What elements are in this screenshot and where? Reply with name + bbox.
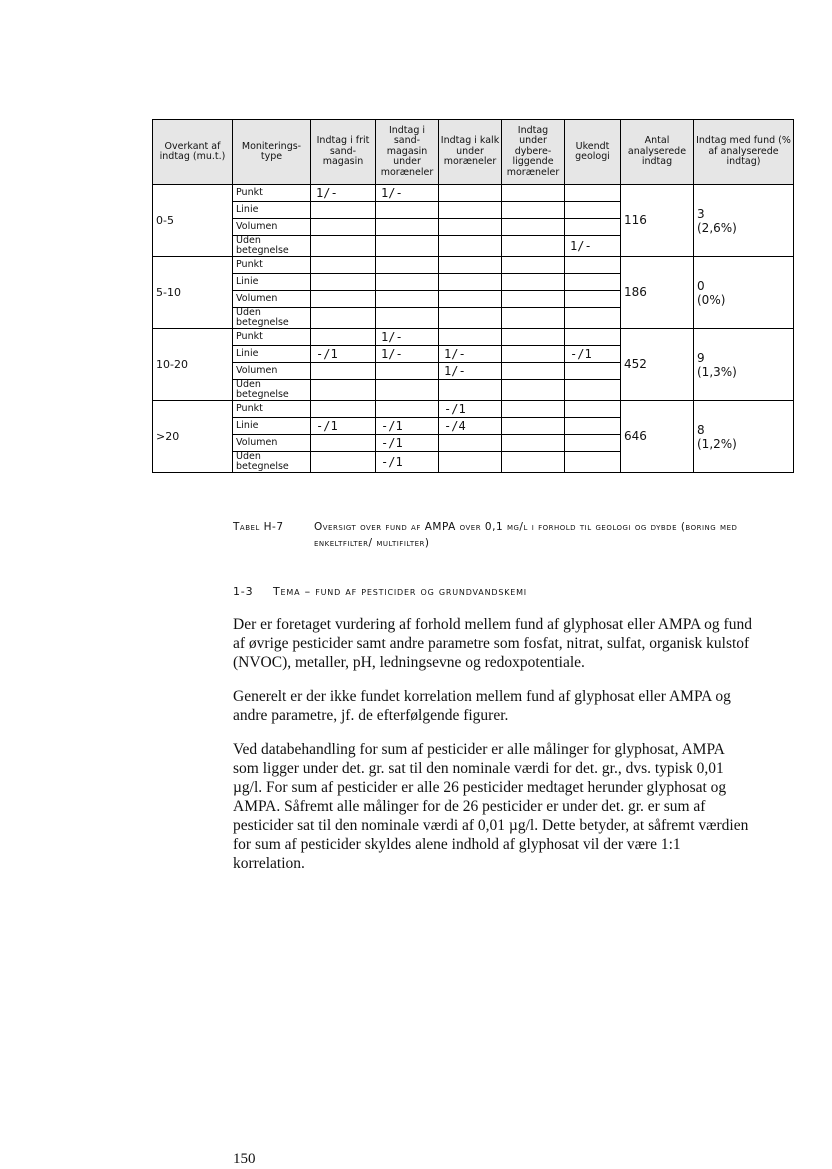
finding-cell: -/1 xyxy=(376,435,439,452)
header-monitoring-type: Moniterings-type xyxy=(233,120,311,185)
ampa-geology-table xyxy=(152,119,794,473)
finding-cell xyxy=(565,435,621,452)
finding-cell xyxy=(439,236,502,257)
finding-cell xyxy=(565,219,621,236)
finding-cell xyxy=(311,452,376,473)
finding-cell xyxy=(502,291,565,308)
finding-cell: -/1 xyxy=(565,346,621,363)
finding-cell xyxy=(565,418,621,435)
found-percent-value: (1,3%) xyxy=(697,364,737,379)
finding-cell xyxy=(502,363,565,380)
monitoring-type-cell: Uden betegnelse xyxy=(233,236,311,257)
caption-text: Oversigt over fund af AMPA over 0,1 µg/l i forhold til geologi og dybde (boring med enkeltfilter/ multifilter) xyxy=(314,521,738,549)
monitoring-type-cell: Punkt xyxy=(233,185,311,202)
finding-cell: -/1 xyxy=(311,346,376,363)
finding-cell xyxy=(439,274,502,291)
finding-cell xyxy=(311,308,376,329)
analysed-count-cell: 186 xyxy=(621,257,694,329)
finding-cell: 1/- xyxy=(311,185,376,202)
monitoring-type-cell: Punkt xyxy=(233,401,311,418)
table-row xyxy=(153,185,794,202)
finding-cell xyxy=(376,401,439,418)
finding-cell: 1/- xyxy=(439,363,502,380)
paragraph: Der er foretaget vurdering af forhold mellem fund af glyphosat eller AMPA og fund af øvrige pesticider samt andre parametre som fosfat, nitrat, sulfat, organisk kulstof (NVOC), metaller, pH, ledningsevne og redoxpotentiale. xyxy=(233,616,752,671)
table-row xyxy=(153,257,794,274)
found-count-value: 9 xyxy=(697,350,705,365)
finding-cell: -/1 xyxy=(311,418,376,435)
finding-cell xyxy=(439,329,502,346)
section-number: 1-3 xyxy=(233,585,254,598)
finding-cell xyxy=(439,435,502,452)
finding-cell xyxy=(311,257,376,274)
finding-cell xyxy=(502,380,565,401)
finding-cell: -/4 xyxy=(439,418,502,435)
analysed-count-cell: 116 xyxy=(621,185,694,257)
finding-cell xyxy=(565,257,621,274)
monitoring-type-cell: Volumen xyxy=(233,219,311,236)
found-count-cell xyxy=(694,185,794,257)
finding-cell xyxy=(565,274,621,291)
found-count-value: 8 xyxy=(697,422,705,437)
found-percent-value: (2,6%) xyxy=(697,220,737,235)
header-depth: Overkant af indtag (mu.t.) xyxy=(153,120,233,185)
monitoring-type-cell: Volumen xyxy=(233,291,311,308)
section-heading xyxy=(233,585,527,598)
finding-cell: 1/- xyxy=(376,346,439,363)
depth-cell: >20 xyxy=(153,401,233,473)
finding-cell xyxy=(439,452,502,473)
finding-cell xyxy=(376,257,439,274)
finding-cell: -/1 xyxy=(439,401,502,418)
finding-cell xyxy=(311,329,376,346)
finding-cell xyxy=(565,291,621,308)
finding-cell xyxy=(439,185,502,202)
finding-cell xyxy=(565,329,621,346)
finding-cell xyxy=(502,401,565,418)
finding-cell: -/1 xyxy=(376,418,439,435)
monitoring-type-cell: Linie xyxy=(233,346,311,363)
monitoring-type-cell: Punkt xyxy=(233,329,311,346)
finding-cell xyxy=(311,435,376,452)
finding-cell xyxy=(565,380,621,401)
finding-cell xyxy=(376,202,439,219)
monitoring-type-cell: Linie xyxy=(233,274,311,291)
monitoring-type-cell: Uden betegnelse xyxy=(233,308,311,329)
finding-cell: 1/- xyxy=(439,346,502,363)
finding-cell xyxy=(439,380,502,401)
finding-cell xyxy=(376,274,439,291)
finding-cell xyxy=(502,452,565,473)
header-deep-clay: Indtag under dybere-liggende moræneler xyxy=(502,120,565,185)
finding-cell xyxy=(502,418,565,435)
depth-cell: 5-10 xyxy=(153,257,233,329)
finding-cell xyxy=(502,219,565,236)
finding-cell xyxy=(376,219,439,236)
analysed-count-cell: 646 xyxy=(621,401,694,473)
finding-cell xyxy=(311,274,376,291)
finding-cell: 1/- xyxy=(376,185,439,202)
finding-cell xyxy=(311,401,376,418)
monitoring-type-cell: Volumen xyxy=(233,363,311,380)
finding-cell xyxy=(439,291,502,308)
finding-cell xyxy=(502,308,565,329)
paragraph: Ved databehandling for sum af pesticider er alle målinger for glyphosat, AMPA som ligger under det. gr. sat til den nominale værdi for det. gr., dvs. typisk 0,01 µg/l. For sum af pesticider er alle 26 pesticider medtaget herunder glyphosat og AMPA. Såfremt alle målinger for de 26 pesticider er under det. gr. er sum af pesticider sat til den nominale værdi af 0,01 µg/l. Dette betyder, at såfremt værdien for sum af pesticider skyldes alene indhold af glyphosat vil der være 1:1 korrelation. xyxy=(233,741,749,872)
found-count-cell xyxy=(694,401,794,473)
finding-cell xyxy=(376,363,439,380)
header-found-count: Indtag med fund (% af analyserede indtag) xyxy=(694,120,794,185)
finding-cell xyxy=(439,202,502,219)
finding-cell: 1/- xyxy=(376,329,439,346)
finding-cell: 1/- xyxy=(565,236,621,257)
finding-cell xyxy=(376,291,439,308)
monitoring-type-cell: Uden betegnelse xyxy=(233,452,311,473)
finding-cell xyxy=(311,219,376,236)
finding-cell xyxy=(311,291,376,308)
monitoring-type-cell: Uden betegnelse xyxy=(233,380,311,401)
found-count-cell xyxy=(694,329,794,401)
paragraph: Generelt er der ikke fundet korrelation mellem fund af glyphosat eller AMPA og andre parametre, jf. de efterfølgende figurer. xyxy=(233,688,731,724)
finding-cell xyxy=(565,185,621,202)
finding-cell xyxy=(565,452,621,473)
finding-cell xyxy=(311,363,376,380)
finding-cell xyxy=(376,236,439,257)
finding-cell xyxy=(311,380,376,401)
header-unknown-geology: Ukendt geologi xyxy=(565,120,621,185)
finding-cell xyxy=(502,346,565,363)
finding-cell xyxy=(311,202,376,219)
header-analysed-count: Antal analyserede indtag xyxy=(621,120,694,185)
finding-cell xyxy=(502,202,565,219)
analysed-count-cell: 452 xyxy=(621,329,694,401)
finding-cell xyxy=(502,435,565,452)
monitoring-type-cell: Punkt xyxy=(233,257,311,274)
finding-cell xyxy=(439,257,502,274)
table-header-row xyxy=(153,120,794,185)
found-count-value: 0 xyxy=(697,278,705,293)
finding-cell xyxy=(565,202,621,219)
finding-cell xyxy=(311,236,376,257)
finding-cell: -/1 xyxy=(376,452,439,473)
found-percent-value: (1,2%) xyxy=(697,436,737,451)
header-chalk-under-clay: Indtag i kalk under moræneler xyxy=(439,120,502,185)
finding-cell xyxy=(376,308,439,329)
found-count-cell xyxy=(694,257,794,329)
header-free-sand: Indtag i frit sand-magasin xyxy=(311,120,376,185)
table-row xyxy=(153,401,794,418)
finding-cell xyxy=(502,329,565,346)
section-title: Tema – fund af pesticider og grundvandskemi xyxy=(273,585,527,598)
depth-cell: 0-5 xyxy=(153,185,233,257)
depth-cell: 10-20 xyxy=(153,329,233,401)
caption-label: Tabel H-7 xyxy=(233,521,284,533)
header-sand-under-clay: Indtag i sand-magasin under moræneler xyxy=(376,120,439,185)
monitoring-type-cell: Volumen xyxy=(233,435,311,452)
found-count-value: 3 xyxy=(697,206,705,221)
monitoring-type-cell: Linie xyxy=(233,202,311,219)
found-percent-value: (0%) xyxy=(697,292,726,307)
finding-cell xyxy=(565,308,621,329)
finding-cell xyxy=(502,185,565,202)
finding-cell xyxy=(376,380,439,401)
finding-cell xyxy=(502,274,565,291)
finding-cell xyxy=(439,308,502,329)
finding-cell xyxy=(565,401,621,418)
table-row xyxy=(153,329,794,346)
finding-cell xyxy=(502,236,565,257)
page-number: 150 xyxy=(233,1151,256,1167)
finding-cell xyxy=(502,257,565,274)
finding-cell xyxy=(565,363,621,380)
finding-cell xyxy=(439,219,502,236)
monitoring-type-cell: Linie xyxy=(233,418,311,435)
